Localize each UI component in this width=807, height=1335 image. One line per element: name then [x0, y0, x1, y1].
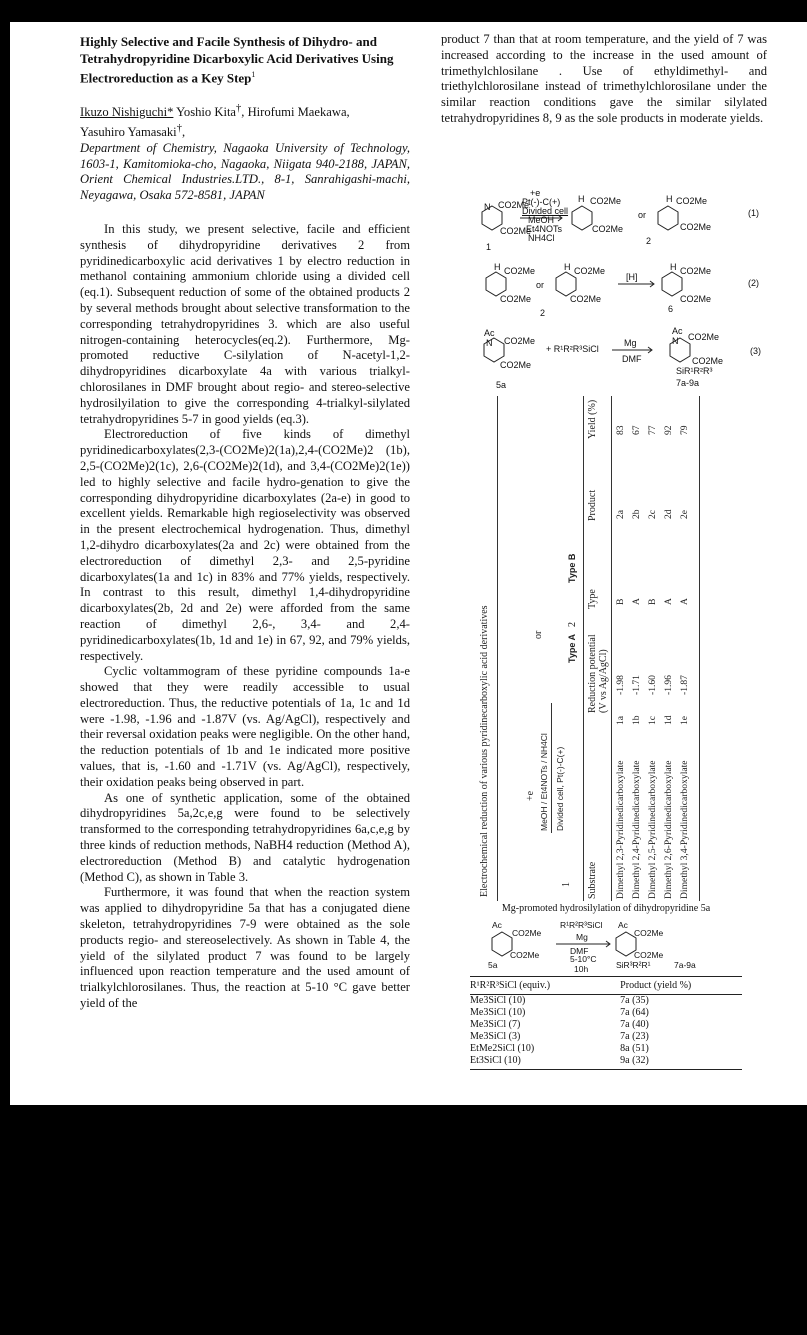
rotated-table-cell: 2d	[663, 509, 674, 519]
rotated-table-cell: Dimethyl 2,4-Pyridinedicarboxylate	[631, 760, 642, 899]
rotated-table-cell: Dimethyl 2,3-Pyridinedicarboxylate	[615, 760, 626, 899]
table-4-grid	[470, 976, 742, 1070]
right-column	[441, 32, 767, 127]
eq2-number: (2)	[748, 278, 759, 288]
paper-title: Highly Selective and Facile Synthesis of Dihydro- and Tetrahydropyridine Dicarboxylic Acid Derivatives Using Electroreduction as a Key Step$^1$	[80, 34, 394, 86]
rotated-table-cell: 83	[615, 425, 626, 435]
rotated-table: Electrochemical reduction of various pyridinecarboxylic acid derivatives +e MeOH / Et4NOTs / NH4Cl Divided cell, Pt(-)-C(+) 1 Type A 2 or Type B Substrate Reduction potential (V vs Ag/AgCl) Type Product Yield (%) Dimethyl 2,3-Pyridinedicarboxylate 1a -1.98 B 2a 83 Dimethyl 2,4-Pyridinedicarboxylate 1b -1.71 A 2b 67 Dimethyl 2,5-Pyridinedicarboxylate 1c -1.60 B 2c 77 Dimethyl 2,6-Pyridinedicarboxylate 1d -1.96 A 2d 92 Dimethyl 3,4-Pyridinedicarboxylate 1e -1.87 A 2e 79	[473, 396, 723, 901]
rotated-table-cell: A	[663, 598, 674, 605]
eq3-number: (3)	[750, 346, 761, 356]
rotated-table-cell: Dimethyl 2,6-Pyridinedicarboxylate	[663, 760, 674, 899]
table-row	[470, 995, 742, 1008]
body-paragraph: Electroreduction of five kinds of dimethyl pyridinedicarboxylates(2,3-(CO2Me)2(1a),2,4-(CO2Me)2 (1b), 2,5-(CO2Me)2(1c), 2,6-(CO2Me)2(1d), and 3,4-(CO2Me)2(1e)) led to highly selective and facile hydro-genation to give the corresponding dihydropyridine dicarboxylates (2a-e) in good to excellent yields. Remarkable high regioselectivity was observed in the present electrochemical hydrogenation. Thus, dimethyl 1,2-dihydro dicarboxylates(2a and 2c) were obtained from the electroreduction of dimethyl 2,3- and 2,5-pyridine dicarboxylates(1a and 1c) in 83% and 77% yields, respectively. In contrast to this result, dimethyl 1,4-dihydropyridine dicarboxylates(2b, 2d and 2e) were afforded from the same reaction of dimethyl 2,6-, 3,4- and 2,4-pyridinedicarboxylates(1b, 1d and 1e) in 67, 92, and 79% yields, respectively.	[80, 427, 410, 663]
table-cell: EtMe2SiCl (10)	[470, 1043, 535, 1054]
table-cell: 8a (51)	[620, 1043, 649, 1054]
table-row	[470, 1019, 742, 1031]
rotated-table-cell: B	[647, 598, 658, 605]
table-cell: 7a (35)	[620, 995, 649, 1006]
rotated-table-cell: 2e	[679, 509, 690, 519]
table-4-scheme: Ac CO2Me CO2Me 5a R¹R²R³SiCl Mg DMF 5-10°C 10h Ac CO2Me CO2Me SiR³R²R¹ 7a-9a	[470, 918, 742, 976]
table-4-header: Product (yield %)	[590, 977, 742, 995]
rotated-table-cell: 2b	[631, 509, 642, 519]
rotated-table-cell: 2a	[615, 509, 626, 519]
rotated-table-wrap	[473, 396, 723, 901]
rotated-table-cell: 92	[663, 425, 674, 435]
body-paragraph: Furthermore, it was found that when the reaction system was applied to dihydropyridine 5a that has a conjugated diene skeleton, tetrahydropyridines 7-9 were obtained as the sole products regio- and stereoselectively. As shown in Table 4, the yield of the silylated product 7 was found to be largely influenced upon reaction temperature and the used amount of trialkylchlorosilanes. Thus, the reaction at 5-10 °C gave better yield of the	[80, 885, 410, 1011]
rotated-table-cell: A	[631, 598, 642, 605]
rotated-table-cell: 2c	[647, 509, 658, 519]
rotated-table-cell: Dimethyl 2,5-Pyridinedicarboxylate	[647, 760, 658, 899]
table-cell: Me3SiCl (10)	[470, 995, 526, 1006]
table-4	[470, 903, 742, 1070]
affiliation: Department of Chemistry, Nagaoka University of Technology, 1603-1, Kamitomioka-cho, Nagaoka, Niigata 940-2188, JAPAN, Orient Chemical Industries.LTD., 8-1, Sanrahigashi-machi, Neyagawa, Osaka 572-8581, JAPAN	[80, 140, 410, 203]
table-row	[470, 1031, 742, 1043]
rotated-table-cell: A	[679, 598, 690, 605]
rotated-table-cell: -1.98	[615, 675, 626, 695]
rotated-table-cell: -1.96	[663, 675, 674, 695]
rotated-table-cell: 1b	[631, 715, 642, 725]
body-paragraph: Cyclic voltammogram of these pyridine compounds 1a-e showed that they were readily accessible to usual electroreduction. Thus, the reductive potentials of 1a, 1c and 1d were -1.98, -1.96 and -1.87V (vs. Ag/AgCl), respectively and their reversal oxidation peaks were negligible. On the other hand, the reduction potentials of 1b and 1e indicated more positive values, that is, -1.60 and -1.71V (vs. Ag/AgCl), respectively, their oxidation peaks being observed in part.	[80, 664, 410, 789]
eq1-number: (1)	[748, 208, 759, 218]
scheme-eq3: Ac N CO2Me CO2Me 5a + R¹R²R³SiCl Mg DMF Ac N CO2Me CO2Me SiR¹R²R³ 7a-9a (3)	[470, 326, 770, 394]
body-paragraph: product 7 than that at room temperature, and the yield of 7 was increased according to the increase in the used amount of trimethylchlosilane . Use of ethyldimethyl- and triethylchlorosilane instead of trimethylchlorosilane under the similar reaction conditions gave the similar silylated tetrahydropyridines 8, 9 as the sole products in moderate yields.	[441, 32, 767, 125]
rotated-table-cell: B	[615, 598, 626, 605]
rotated-table-cell: 1e	[679, 715, 690, 725]
table-cell: Me3SiCl (10)	[470, 1007, 526, 1018]
scheme-eq2: H CO2Me CO2Me or H CO2Me CO2Me 2 [H] H CO2Me CO2Me 6 (2)	[470, 262, 770, 320]
rotated-table-cell: -1.60	[647, 675, 658, 695]
rotated-table-cell: 67	[631, 425, 642, 435]
rotated-table-cell: -1.71	[631, 675, 642, 695]
body-paragraph: In this study, we present selective, facile and efficient synthesis of dihydropyridine derivatives 2 from pyridinedicarboxylic acid derivatives 1 by electro reduction in methanol containing ammonium chloride using a divided cell (eq.1). Subsequent reduction of some of the obtained products 2 by several methods brought about selective transformation to the corresponding tetrahydropyridines 3. which are also useful nitrogen-containing heterocycles(eq.2). Furthermore, Mg-promoted reductive C-silylation of N-acetyl-1,2-dihydropyridines dicarboxylate 4a with various trialkyl-chlorosilanes in DMF brought about regio- and stereo-selective hydrosilyilation to give the corresponding 4-trialkyl-silylated tetrahydropyridines 5-7 in good yields (eq.3).	[80, 221, 410, 426]
table-cell: 9a (32)	[590, 1055, 742, 1070]
rotated-table-cell: -1.87	[679, 675, 690, 695]
table-cell: Me3SiCl (3)	[470, 1031, 521, 1042]
table-cell: 7a (64)	[620, 1007, 649, 1018]
left-column	[80, 34, 410, 1012]
rotated-table-caption: Electrochemical reduction of various pyridinecarboxylic acid derivatives	[479, 605, 490, 897]
table-row	[470, 1043, 742, 1055]
scheme-eq1: N CO2Me CO2Me 1 +e Pt(-)-C(+) Divided cell MeOH Et4NOTs NH4Cl H CO2Me CO2Me or H CO2Me CO2Me 2 (1)	[470, 188, 770, 260]
rotated-table-cell: 1a	[615, 715, 626, 725]
rotated-table-cell: 77	[647, 425, 658, 435]
table-4-header: R¹R²R³SiCl (equiv.)	[470, 977, 590, 995]
table-4-caption: Mg-promoted hydrosilylation of dihydropyridine 5a	[501, 903, 711, 914]
rotated-table-cell: 1d	[663, 715, 674, 725]
table-cell: 7a (23)	[620, 1031, 649, 1042]
rotated-table-cell: 79	[679, 425, 690, 435]
t4-structures	[470, 918, 742, 976]
label-1: 1	[486, 242, 492, 252]
author-1: Ikuzo Nishiguchi*	[80, 105, 174, 120]
table-row	[470, 1055, 742, 1070]
table-row	[470, 1007, 742, 1019]
author-list: Ikuzo Nishiguchi* Yoshio Kita†, Hirofumi Maekawa, Yasuhiro Yamasaki†,	[80, 102, 350, 139]
table-cell: Me3SiCl (7)	[470, 1019, 521, 1030]
rotated-table-cell: Dimethyl 3,4-Pyridinedicarboxylate	[679, 760, 690, 899]
author-2: Yasuhiro Yamasaki	[80, 125, 177, 139]
table-cell: Et3SiCl (10)	[470, 1055, 590, 1070]
body-paragraph: As one of synthetic application, some of the obtained dihydropyridines 5a,2c,e,g were found to be selectively transformed to the corresponding tetrahydropyridines 6a,c,e,g by three kinds of reduction methods, NaBH4 reduction (Method A), electroreduction (Method B) and catalytic hydrogenation (Method C), as shown in Table 3.	[80, 790, 410, 884]
rotated-table-cell: 1c	[647, 715, 658, 725]
table-cell: 7a (40)	[620, 1019, 649, 1030]
